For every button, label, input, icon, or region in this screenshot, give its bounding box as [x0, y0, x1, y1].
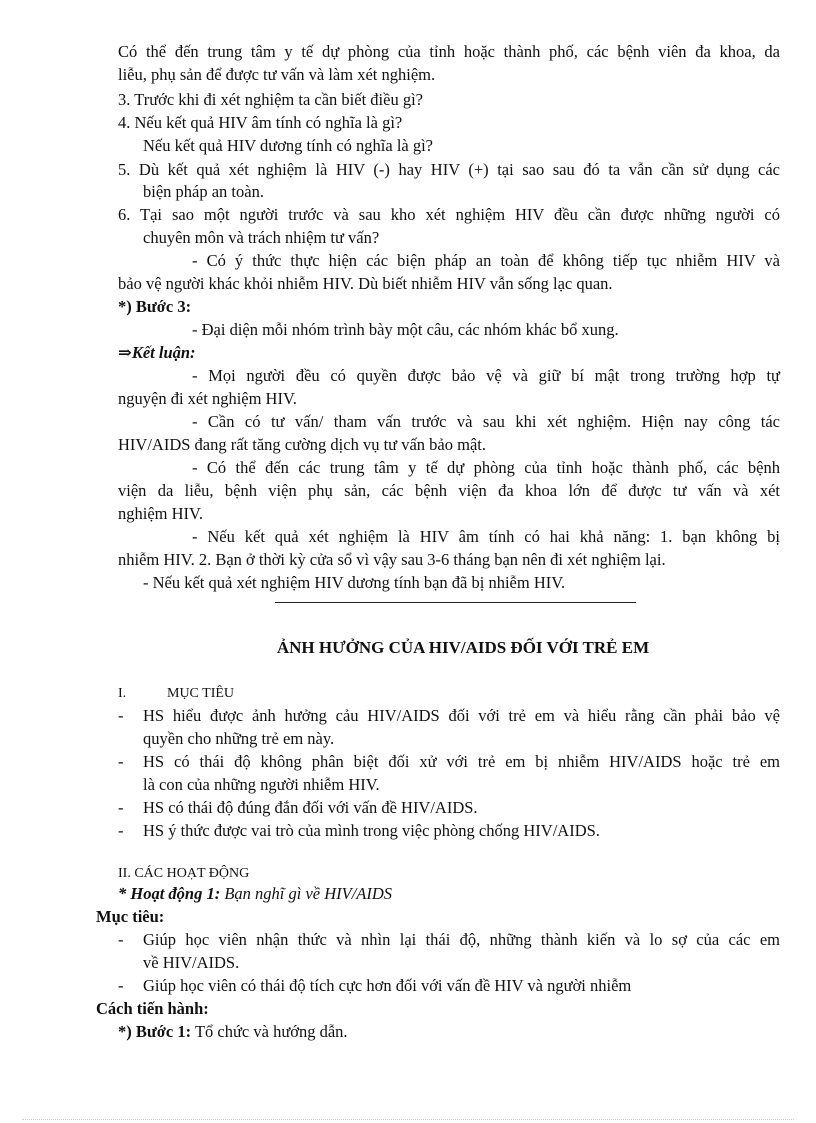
conclusion-p1-line-1: - Mọi người đều có quyền được bảo vệ và giữ bí mật trong trường hợp tự — [192, 366, 780, 385]
step3-label: Bước 3: — [135, 297, 192, 316]
conclusion-p3-line-1: - Có thể đến các trung tâm y tế dự phòng của tỉnh hoặc thành phố, các bệnh — [192, 458, 780, 477]
step3-prefix: *) — [118, 297, 136, 316]
question-5-line-2: biện pháp an toàn. — [143, 182, 264, 201]
conclusion-p3-line-2: viện da liễu, bệnh viện phụ sản, các bệnh viện đa khoa lớn để được tư vấn và xét — [118, 481, 780, 500]
step3-text: - Đại diện mỗi nhóm trình bày một câu, các nhóm khác bổ xung. — [192, 320, 619, 339]
objective-2-line-2: là con của những người nhiễm HIV. — [143, 775, 380, 794]
objective-3: HS có thái độ đúng đắn đối với vấn đề HIV/AIDS. — [143, 798, 478, 817]
intro-line-2: liễu, phụ sản để được tư vấn và làm xét nghiệm. — [118, 65, 436, 84]
page-footer-dotted-line — [22, 1119, 794, 1120]
conclusion-p5: - Nếu kết quả xét nghiệm HIV dương tính bạn đã bị nhiễm HIV. — [143, 573, 566, 592]
activity-1-prefix: * — [118, 884, 131, 903]
conclusion-p4-line-1: - Nếu kết quả xét nghiệm là HIV âm tính có hai khả năng: 1. bạn không bị — [192, 527, 780, 546]
objective-1-line-2: quyền cho những trẻ em này. — [143, 729, 335, 748]
conclusion-p3-line-3: nghiệm HIV. — [118, 504, 203, 523]
conclusion-p2-line-2: HIV/AIDS đang rất tăng cường dịch vụ tư vấn bảo mật. — [118, 435, 486, 454]
lesson-title: ẢNH HƯỞNG CỦA HIV/AIDS ĐỐI VỚI TRẺ EM — [276, 638, 650, 657]
goal-2: Giúp học viên có thái độ tích cực hơn đối với vấn đề HIV và người nhiễm — [143, 976, 632, 995]
conclusion-p2-line-1: - Cần có tư vấn/ tham vấn trước và sau khi xét nghiệm. Hiện nay công tác — [192, 412, 780, 431]
step1-text: Tổ chức và hướng dẫn. — [191, 1022, 348, 1041]
objective-1-line-1: HS hiểu được ảnh hưởng cảu HIV/AIDS đối với trẻ em và hiểu rằng cần phải bảo vệ — [143, 706, 780, 725]
question-3: 3. Trước khi đi xét nghiệm ta cần biết điều gì? — [118, 90, 423, 109]
section-2-title: II. CÁC HOẠT ĐỘNG — [118, 866, 250, 881]
method-label: Cách tiến hành: — [96, 999, 209, 1018]
objective-1-bullet: - — [118, 706, 124, 725]
step1-label: Bước 1: — [135, 1022, 192, 1041]
conclusion-label: Kết luận: — [131, 343, 196, 362]
objective-4: HS ý thức được vai trò của mình trong việc phòng chống HIV/AIDS. — [143, 821, 600, 840]
activity-1-heading — [118, 884, 392, 904]
step1-prefix: *) — [118, 1022, 136, 1041]
conclusion-p1-line-2: nguyện đi xét nghiệm HIV. — [118, 389, 297, 408]
answer-line-2: bảo vệ người khác khỏi nhiễm HIV. Dù biết nhiễm HIV vẫn sống lạc quan. — [118, 274, 613, 293]
objective-3-bullet: - — [118, 798, 124, 817]
objective-2-line-1: HS có thái độ không phân biệt đối xử với trẻ em bị nhiễm HIV/AIDS hoặc trẻ em — [143, 752, 780, 771]
goal-2-bullet: - — [118, 976, 124, 995]
goal-1-line-1: Giúp học viên nhận thức và nhìn lại thái độ, những thành kiến và lo sợ của các em — [143, 930, 780, 949]
activity-1-title: Bạn nghĩ gì về HIV/AIDS — [220, 884, 393, 903]
question-6-line-2: chuyên môn và trách nhiệm tư vấn? — [143, 228, 380, 247]
goal-1-bullet: - — [118, 930, 124, 949]
section-1-title: MỤC TIÊU — [167, 686, 235, 701]
section-1-number: I. — [118, 686, 127, 701]
conclusion-heading — [118, 343, 196, 363]
goal-label: Mục tiêu: — [96, 907, 165, 926]
question-5-line-1: 5. Dù kết quả xét nghiệm là HIV (-) hay HIV (+) tại sao sau đó ta vẫn cần sử dụng các — [118, 160, 780, 179]
conclusion-p4-line-2: nhiễm HIV. 2. Bạn ở thời kỳ cửa sổ vì vậy sau 3-6 tháng bạn nên đi xét nghiệm lại. — [118, 550, 666, 569]
activity-1-label: Hoạt động 1: — [130, 884, 221, 903]
answer-line-1: - Có ý thức thực hiện các biện pháp an toàn để không tiếp tục nhiễm HIV và — [192, 251, 780, 270]
intro-line-1: Có thể đến trung tâm y tế dự phòng của tỉnh hoặc thành phố, các bệnh viên đa khoa, da — [118, 42, 780, 61]
goal-1-line-2: về HIV/AIDS. — [143, 953, 240, 972]
step1-heading — [118, 1022, 348, 1042]
step3-heading — [118, 297, 191, 317]
objective-2-bullet: - — [118, 752, 124, 771]
question-4b: Nếu kết quả HIV dương tính có nghĩa là gì? — [143, 136, 434, 155]
objective-4-bullet: - — [118, 821, 124, 840]
section-divider — [275, 602, 636, 603]
arrow-right-icon: ⇒ — [118, 343, 132, 362]
question-6-line-1: 6. Tại sao một người trước và sau kho xét nghiệm HIV đều cần được những người có — [118, 205, 780, 224]
question-4: 4. Nếu kết quả HIV âm tính có nghĩa là gì? — [118, 113, 403, 132]
